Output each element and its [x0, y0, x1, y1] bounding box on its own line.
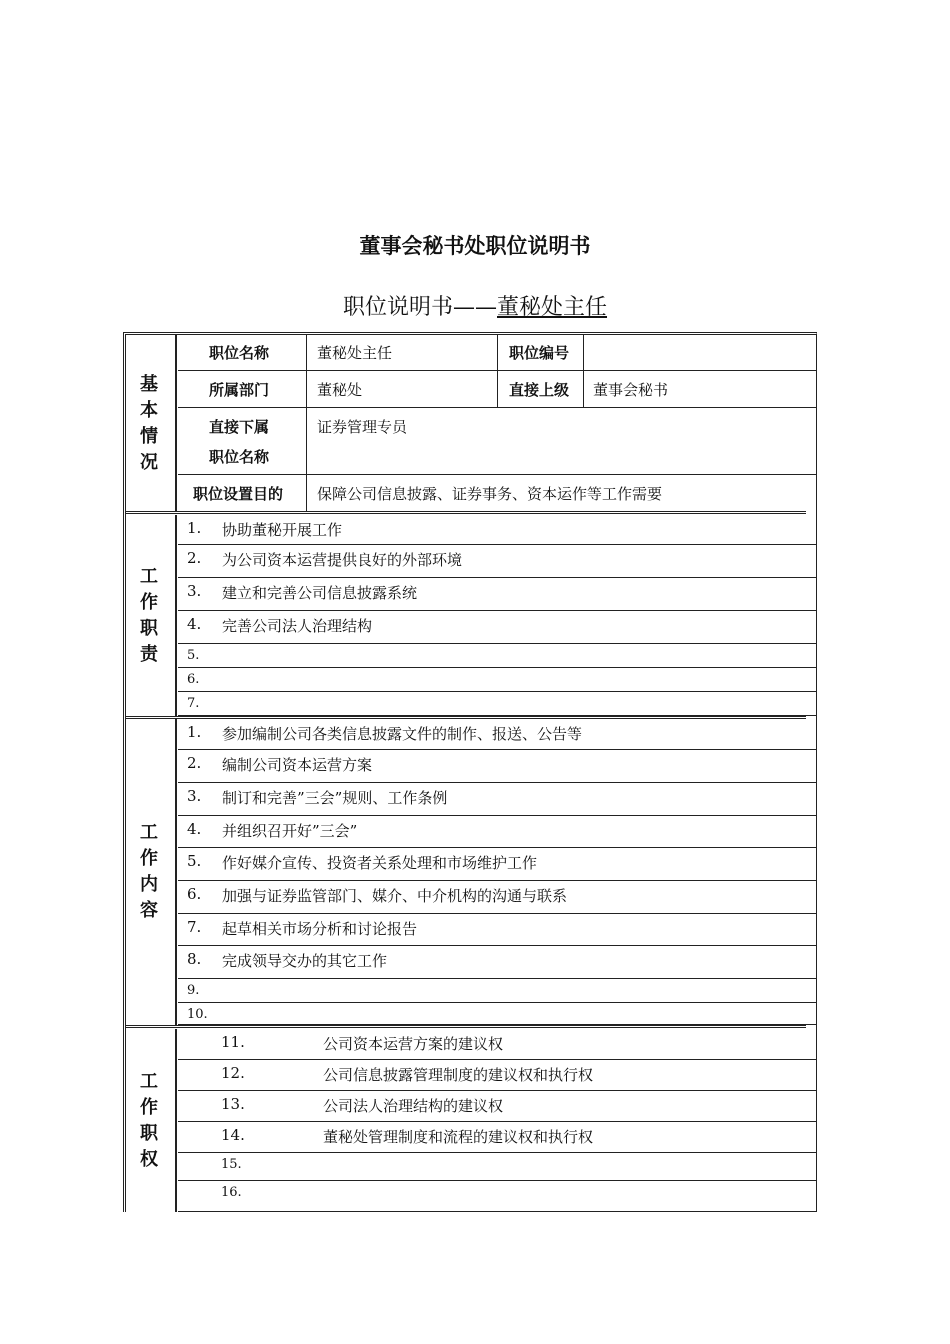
duties-row-number: 2.	[187, 549, 202, 567]
duties-row	[178, 644, 817, 668]
authority-row	[178, 1181, 817, 1212]
content-row	[178, 816, 817, 848]
content-row-text: 起草相关市场分析和讨论报告	[222, 920, 418, 938]
authority-row-text: 董秘处管理制度和流程的建议权和执行权	[323, 1128, 594, 1146]
duties-row-number: 6.	[187, 672, 200, 687]
authority-row-number: 11.	[221, 1033, 245, 1051]
duties-row-number: 4.	[187, 615, 202, 633]
duties-row-text: 为公司资本运营提供良好的外部环境	[222, 551, 463, 569]
duties-section-label: 工作职责	[123, 515, 177, 716]
content-section-label: 工作内容	[123, 719, 177, 1025]
position-code-label: 职位编号	[509, 344, 570, 362]
duties-row-number: 5.	[187, 648, 200, 663]
content-section	[123, 719, 817, 1025]
duties-row	[178, 515, 817, 545]
subordinate-label-line2: 职位名称	[209, 447, 270, 466]
subtitle-position: 董秘处主任	[497, 295, 608, 320]
content-row	[178, 719, 817, 750]
purpose-value: 保障公司信息披露、证券事务、资本运作等工作需要	[317, 485, 663, 503]
duties-row-number: 7.	[187, 696, 200, 711]
basic-section-label: 基本情况	[123, 335, 177, 512]
duties-section	[123, 515, 817, 716]
authority-row	[178, 1153, 817, 1181]
authority-row-text: 公司信息披露管理制度的建议权和执行权	[323, 1066, 594, 1084]
purpose-label: 职位设置目的	[193, 485, 284, 503]
duties-row-number: 3.	[187, 582, 202, 600]
content-row-number: 2.	[187, 754, 202, 772]
content-row	[178, 881, 817, 914]
duties-row-text: 完善公司法人治理结构	[222, 617, 373, 635]
authority-row	[178, 1122, 817, 1153]
authority-row	[178, 1091, 817, 1122]
authority-row-number: 15.	[221, 1157, 242, 1172]
duties-row	[178, 668, 817, 692]
authority-section-label: 工作职权	[123, 1029, 177, 1212]
content-row	[178, 1003, 817, 1025]
authority-row	[178, 1029, 817, 1060]
content-row-number: 9.	[187, 983, 200, 998]
content-row-number: 10.	[187, 1007, 208, 1022]
content-row	[178, 783, 817, 816]
subordinate-value: 证券管理专员	[317, 417, 408, 436]
basic-section	[123, 335, 817, 512]
duties-row	[178, 692, 817, 716]
content-row-number: 6.	[187, 885, 202, 903]
content-row-text: 编制公司资本运营方案	[222, 756, 373, 774]
content-row-text: 完成领导交办的其它工作	[222, 952, 388, 970]
duties-row	[178, 611, 817, 644]
duties-row-number: 1.	[187, 519, 202, 537]
subordinate-label-line1: 直接下属	[209, 417, 270, 436]
authority-row-text: 公司法人治理结构的建议权	[323, 1097, 504, 1115]
duties-row	[178, 545, 817, 578]
department-value: 董秘处	[317, 380, 363, 399]
content-row-number: 8.	[187, 950, 202, 968]
content-row-text: 制订和完善”三会”规则、工作条例	[222, 789, 448, 807]
supervisor-label: 直接上级	[509, 380, 570, 399]
duties-row-text: 协助董秘开展工作	[222, 521, 343, 539]
authority-row-number: 12.	[221, 1064, 245, 1082]
content-row	[178, 914, 817, 946]
content-row-number: 7.	[187, 918, 202, 936]
position-name-label: 职位名称	[209, 344, 270, 362]
content-row	[178, 946, 817, 979]
document-title: 董事会秘书处职位说明书	[359, 234, 591, 258]
position-name-value: 董秘处主任	[317, 344, 393, 362]
content-row-number: 4.	[187, 820, 202, 838]
authority-row-number: 16.	[221, 1185, 242, 1200]
subtitle-prefix: 职位说明书——	[342, 295, 497, 320]
content-row-text: 加强与证券监管部门、媒介、中介机构的沟通与联系	[222, 887, 568, 905]
content-row-text: 参加编制公司各类信息披露文件的制作、报送、公告等	[222, 725, 583, 743]
document-subtitle	[0, 290, 950, 321]
authority-section	[123, 1029, 817, 1212]
content-row-text: 作好媒介宣传、投资者关系处理和市场维护工作	[222, 854, 538, 872]
content-row-text: 并组织召开好”三会”	[222, 822, 358, 840]
content-row	[178, 848, 817, 881]
duties-row-text: 建立和完善公司信息披露系统	[222, 584, 418, 602]
content-row-number: 5.	[187, 852, 202, 870]
authority-row-number: 13.	[221, 1095, 245, 1113]
supervisor-value: 董事会秘书	[593, 380, 669, 399]
authority-row	[178, 1060, 817, 1091]
content-row	[178, 979, 817, 1003]
content-row	[178, 750, 817, 783]
content-row-number: 1.	[187, 723, 202, 741]
content-row-number: 3.	[187, 787, 202, 805]
authority-row-number: 14.	[221, 1126, 245, 1144]
authority-row-text: 公司资本运营方案的建议权	[323, 1035, 504, 1053]
department-label: 所属部门	[209, 380, 270, 399]
duties-row	[178, 578, 817, 611]
